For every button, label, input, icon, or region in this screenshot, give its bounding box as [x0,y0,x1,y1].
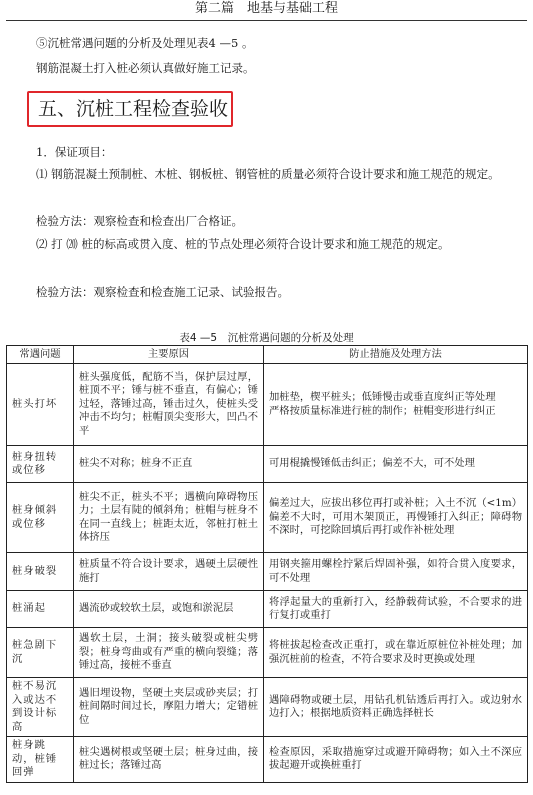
cause-cell: 桩尖不正，桩头不平；遇横向障碍物压力；土层有陡的倾斜角；桩帽与桩身不在同一直线上；桩距太近，邻桩打桩土体挤压 [74,483,264,553]
fix-cell: 可用棍撬慢锤低击纠正；偏差不大，可不处理 [264,446,528,483]
table-header-row [7,346,528,364]
fix-cell: 将浮起量大的重新打入，经静载荷试验，不合要求的进行复打或重打 [264,591,528,628]
issue-cell: 桩身扭转或位移 [7,446,74,483]
fix-cell: 将桩拔起检查改正重打，或在靠近原桩位补桩处理；加强沉桩前的检查，不符合要求及时更换或处理 [264,628,528,678]
table-row [7,591,528,628]
guarantee-item-2: ⑵ 打 ⒇ 桩的标高或贯入度、桩的节点处理必须符合设计要求和施工规范的规定。 [36,237,450,251]
cause-cell: 遇流砂或较软土层，或饱和淤泥层 [74,591,264,628]
intro-line-1: ⑤沉桩常遇问题的分析及处理见表4 —5 。 [36,36,254,50]
guarantee-item-1: ⑴ 钢筋混凝土预制桩、木桩、钢板桩、钢管桩的质量必须符合设计要求和施工规范的规定。 [36,167,500,181]
col-header-issue: 常遇问题 [7,346,74,364]
cause-cell: 桩头强度低，配筋不当，保护层过厚，桩顶不平；锤与桩不垂直，有偏心；锤过轻，落锤过高，锤击过久，使桩头受冲击不均匀；桩帽顶尖变形大，凹凸不平 [74,364,264,446]
issue-cell: 桩涌起 [7,591,74,628]
table-row [7,364,528,446]
fix-cell: 遇障碍物或硬土层，用钻孔机钻透后再打入。或边射水边打入；根据地质资料正确选择桩长 [264,678,528,737]
table-row [7,553,528,591]
issue-cell: 桩急剧下沉 [7,628,74,678]
table-caption: 表4 —5 沉桩常遇问题的分析及处理 [179,332,354,344]
check-method-2: 检验方法：观察检查和检查施工记录、试验报告。 [36,285,289,299]
pile-issues-table [6,345,528,783]
col-header-cause: 主要原因 [74,346,264,364]
table-row [7,737,528,783]
cause-cell: 遇旧埋设物，坚硬土夹层或砂夹层；打桩间隔时间过长，摩阻力增大；定错桩位 [74,678,264,737]
table-row [7,483,528,553]
page-header: 第二篇 地基与基础工程 [194,1,338,16]
cause-cell: 遇软土层，土洞；接头破裂或桩尖劈裂；桩身弯曲或有严重的横向裂缝；落锤过高，接桩不垂直 [74,628,264,678]
guarantee-heading: 1．保证项目： [36,145,113,159]
issue-cell: 桩不易沉入或达不到设计标高 [7,678,74,737]
issue-cell: 桩身跳动，桩锤回弹 [7,737,74,783]
issue-cell: 桩身破裂 [7,553,74,591]
section-title: 五、沉桩工程检查验收 [38,98,229,120]
issue-cell: 桩身倾斜或位移 [7,483,74,553]
table-row [7,628,528,678]
intro-line-2: 钢筋混凝土打入桩必须认真做好施工记录。 [36,61,255,75]
issue-cell: 桩头打坏 [7,364,74,446]
fix-cell: 检查原因，采取措施穿过或避开障碍物；如入土不深应拔起避开或换桩重打 [264,737,528,783]
header-divider [6,20,527,21]
fix-cell: 用钢夹箍用螺栓拧紧后焊固补强，如符合贯入度要求，可不处理 [264,553,528,591]
col-header-fix: 防止措施及处理方法 [264,346,528,364]
check-method-1: 检验方法：观察检查和检查出厂合格证。 [36,214,243,228]
cause-cell: 桩尖遇树根或坚硬土层；桩身过曲，接桩过长；落锤过高 [74,737,264,783]
cause-cell: 桩尖不对称；桩身不正直 [74,446,264,483]
table-row [7,678,528,737]
fix-cell: 偏差过大，应拔出移位再打或补桩；入土不沉（<1m）偏差不大时，可用木架顶正，再慢锤打入纠正；障碍物不深时，可挖除回填后再打或作补桩处理 [264,483,528,553]
cause-cell: 桩质量不符合设计要求，遇硬土层硬性施打 [74,553,264,591]
table-row [7,446,528,483]
fix-cell: 加桩垫，楔平桩头；低锤慢击或垂直度纠正等处理 严格按质量标准进行桩的制作；桩帽变形进行纠正 [264,364,528,446]
